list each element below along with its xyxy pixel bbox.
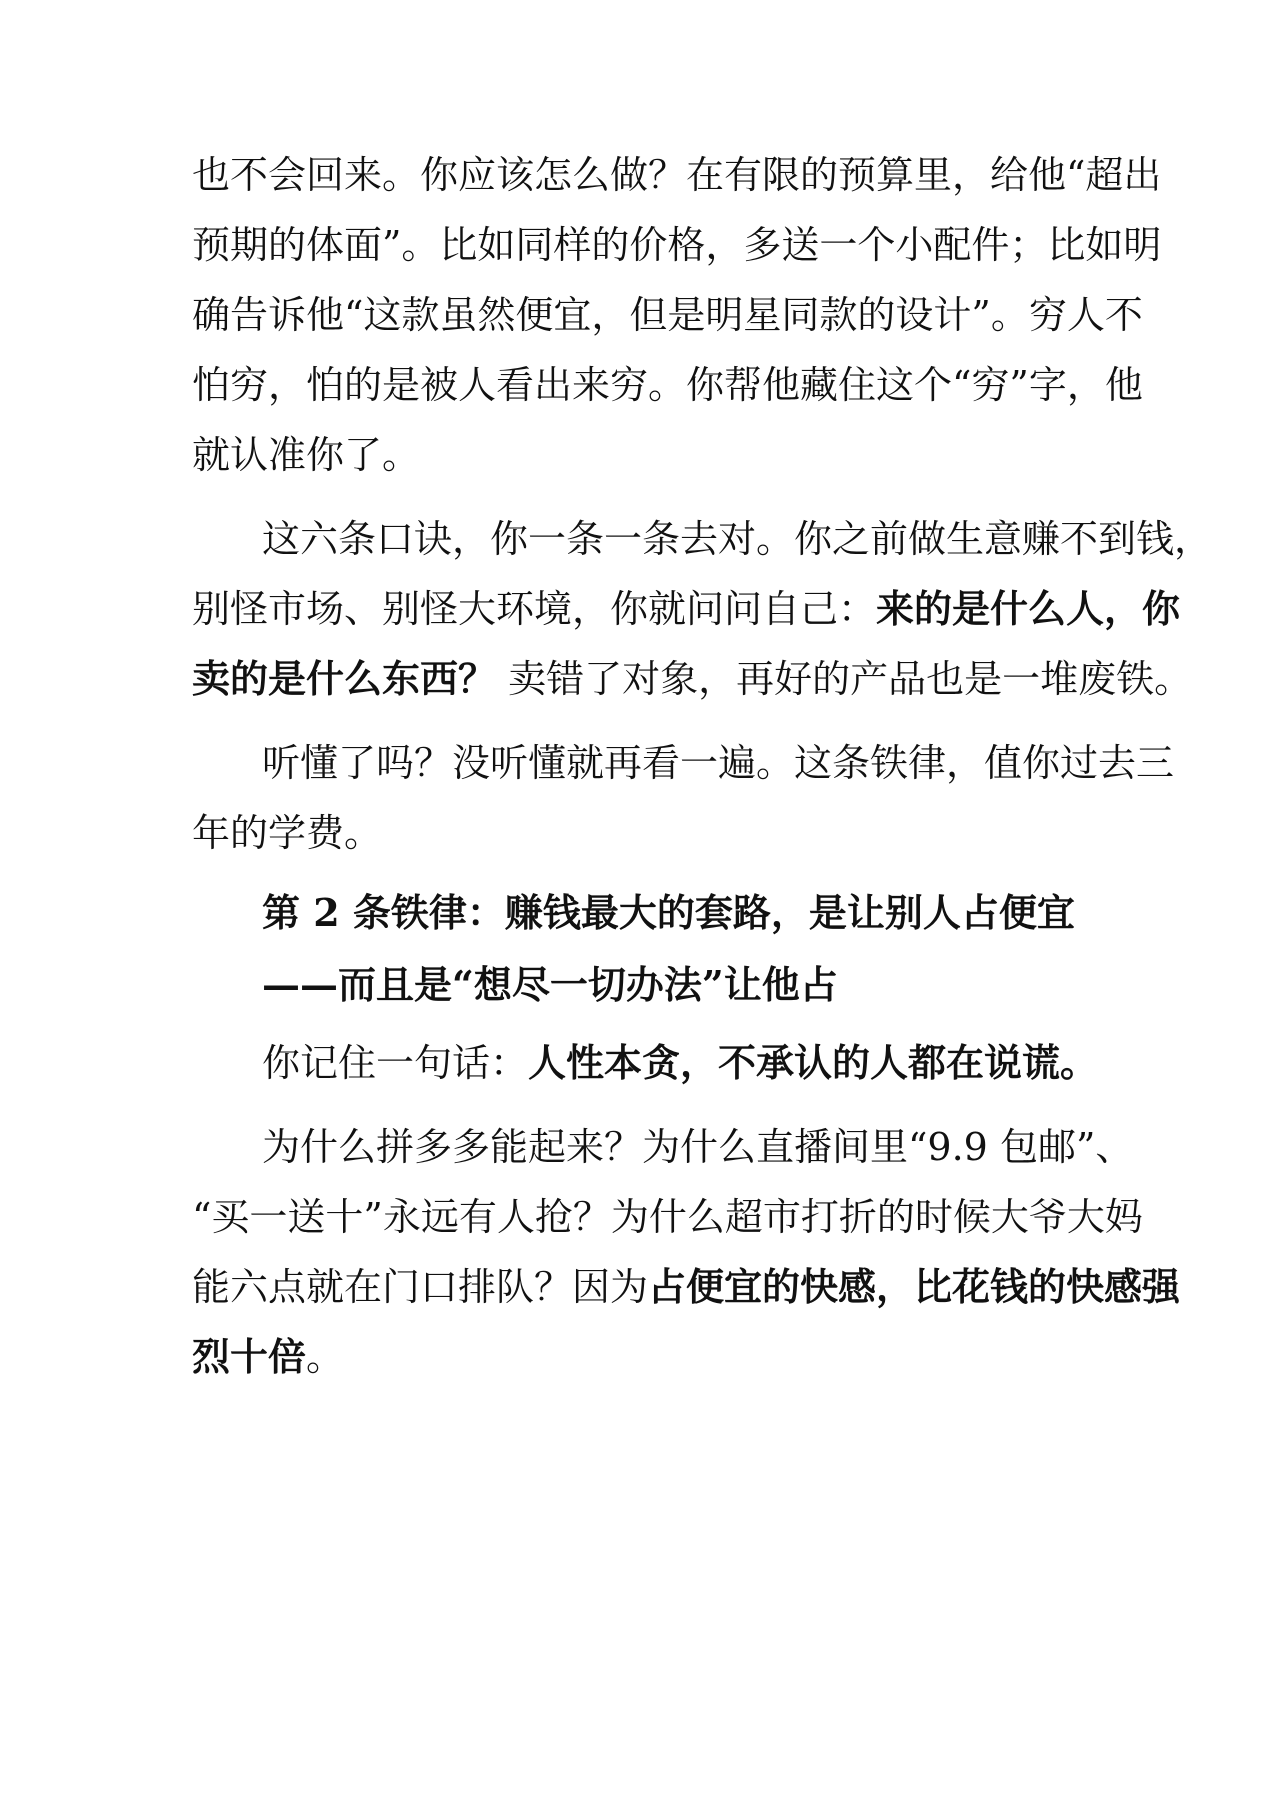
paragraph-5-line-2: “买一送十”永远有人抢？为什么超市打折的时候大爷大妈 xyxy=(192,1195,1143,1239)
paragraph-3-line-1: 听懂了吗？没听懂就再看一遍。这条铁律，值你过去三 xyxy=(262,741,1175,785)
paragraph-1-line-1: 也不会回来。你应该怎么做？在有限的预算里，给他“超出 xyxy=(192,153,1162,197)
paragraph-2-line-1: 这六条口诀，你一条一条去对。你之前做生意赚不到钱， xyxy=(262,517,1213,561)
emphasis-text: 占便宜的快感，比花钱的快感强 xyxy=(648,1264,1181,1309)
paragraph-5-line-1: 为什么拼多多能起来？为什么直播间里“9.9 包邮”、 xyxy=(262,1125,1134,1169)
section-heading: 第 2 条铁律：赚钱最大的套路，是让别人占便宜 xyxy=(262,890,1075,935)
emphasis-text: 来的是什么人，你 xyxy=(876,586,1181,631)
paragraph-4-line-1: 你记住一句话：人性本贪，不承认的人都在说谎。 xyxy=(262,1040,1099,1085)
emphasis-text: 卖的是什么东西？ xyxy=(192,656,497,701)
paragraph-5-line-3: 能六点就在门口排队？因为占便宜的快感，比花钱的快感强 xyxy=(192,1264,1181,1309)
paragraph-1-line-5: 就认准你了。 xyxy=(192,433,421,477)
paragraph-1-line-2: 预期的体面”。比如同样的价格，多送一个小配件；比如明 xyxy=(192,223,1162,267)
section-subheading: ——而且是“想尽一切办法”让他占 xyxy=(262,962,838,1007)
paragraph-1-line-4: 怕穷，怕的是被人看出来穷。你帮他藏住这个“穷”字，他 xyxy=(192,363,1143,407)
paragraph-5-line-4: 烈十倍。 xyxy=(192,1334,345,1379)
emphasis-text: 人性本贪，不承认的人都在说谎。 xyxy=(528,1040,1099,1085)
paragraph-2-line-3: 卖的是什么东西？ 卖错了对象，再好的产品也是一堆废铁。 xyxy=(192,656,1193,701)
paragraph-2-line-2: 别怪市场、别怪大环境，你就问问自己：来的是什么人，你 xyxy=(192,586,1181,631)
emphasis-text: 烈十倍 xyxy=(192,1334,307,1379)
paragraph-1-line-3: 确告诉他“这款虽然便宜，但是明星同款的设计”。穷人不 xyxy=(192,293,1143,337)
paragraph-3-line-2: 年的学费。 xyxy=(192,811,383,855)
